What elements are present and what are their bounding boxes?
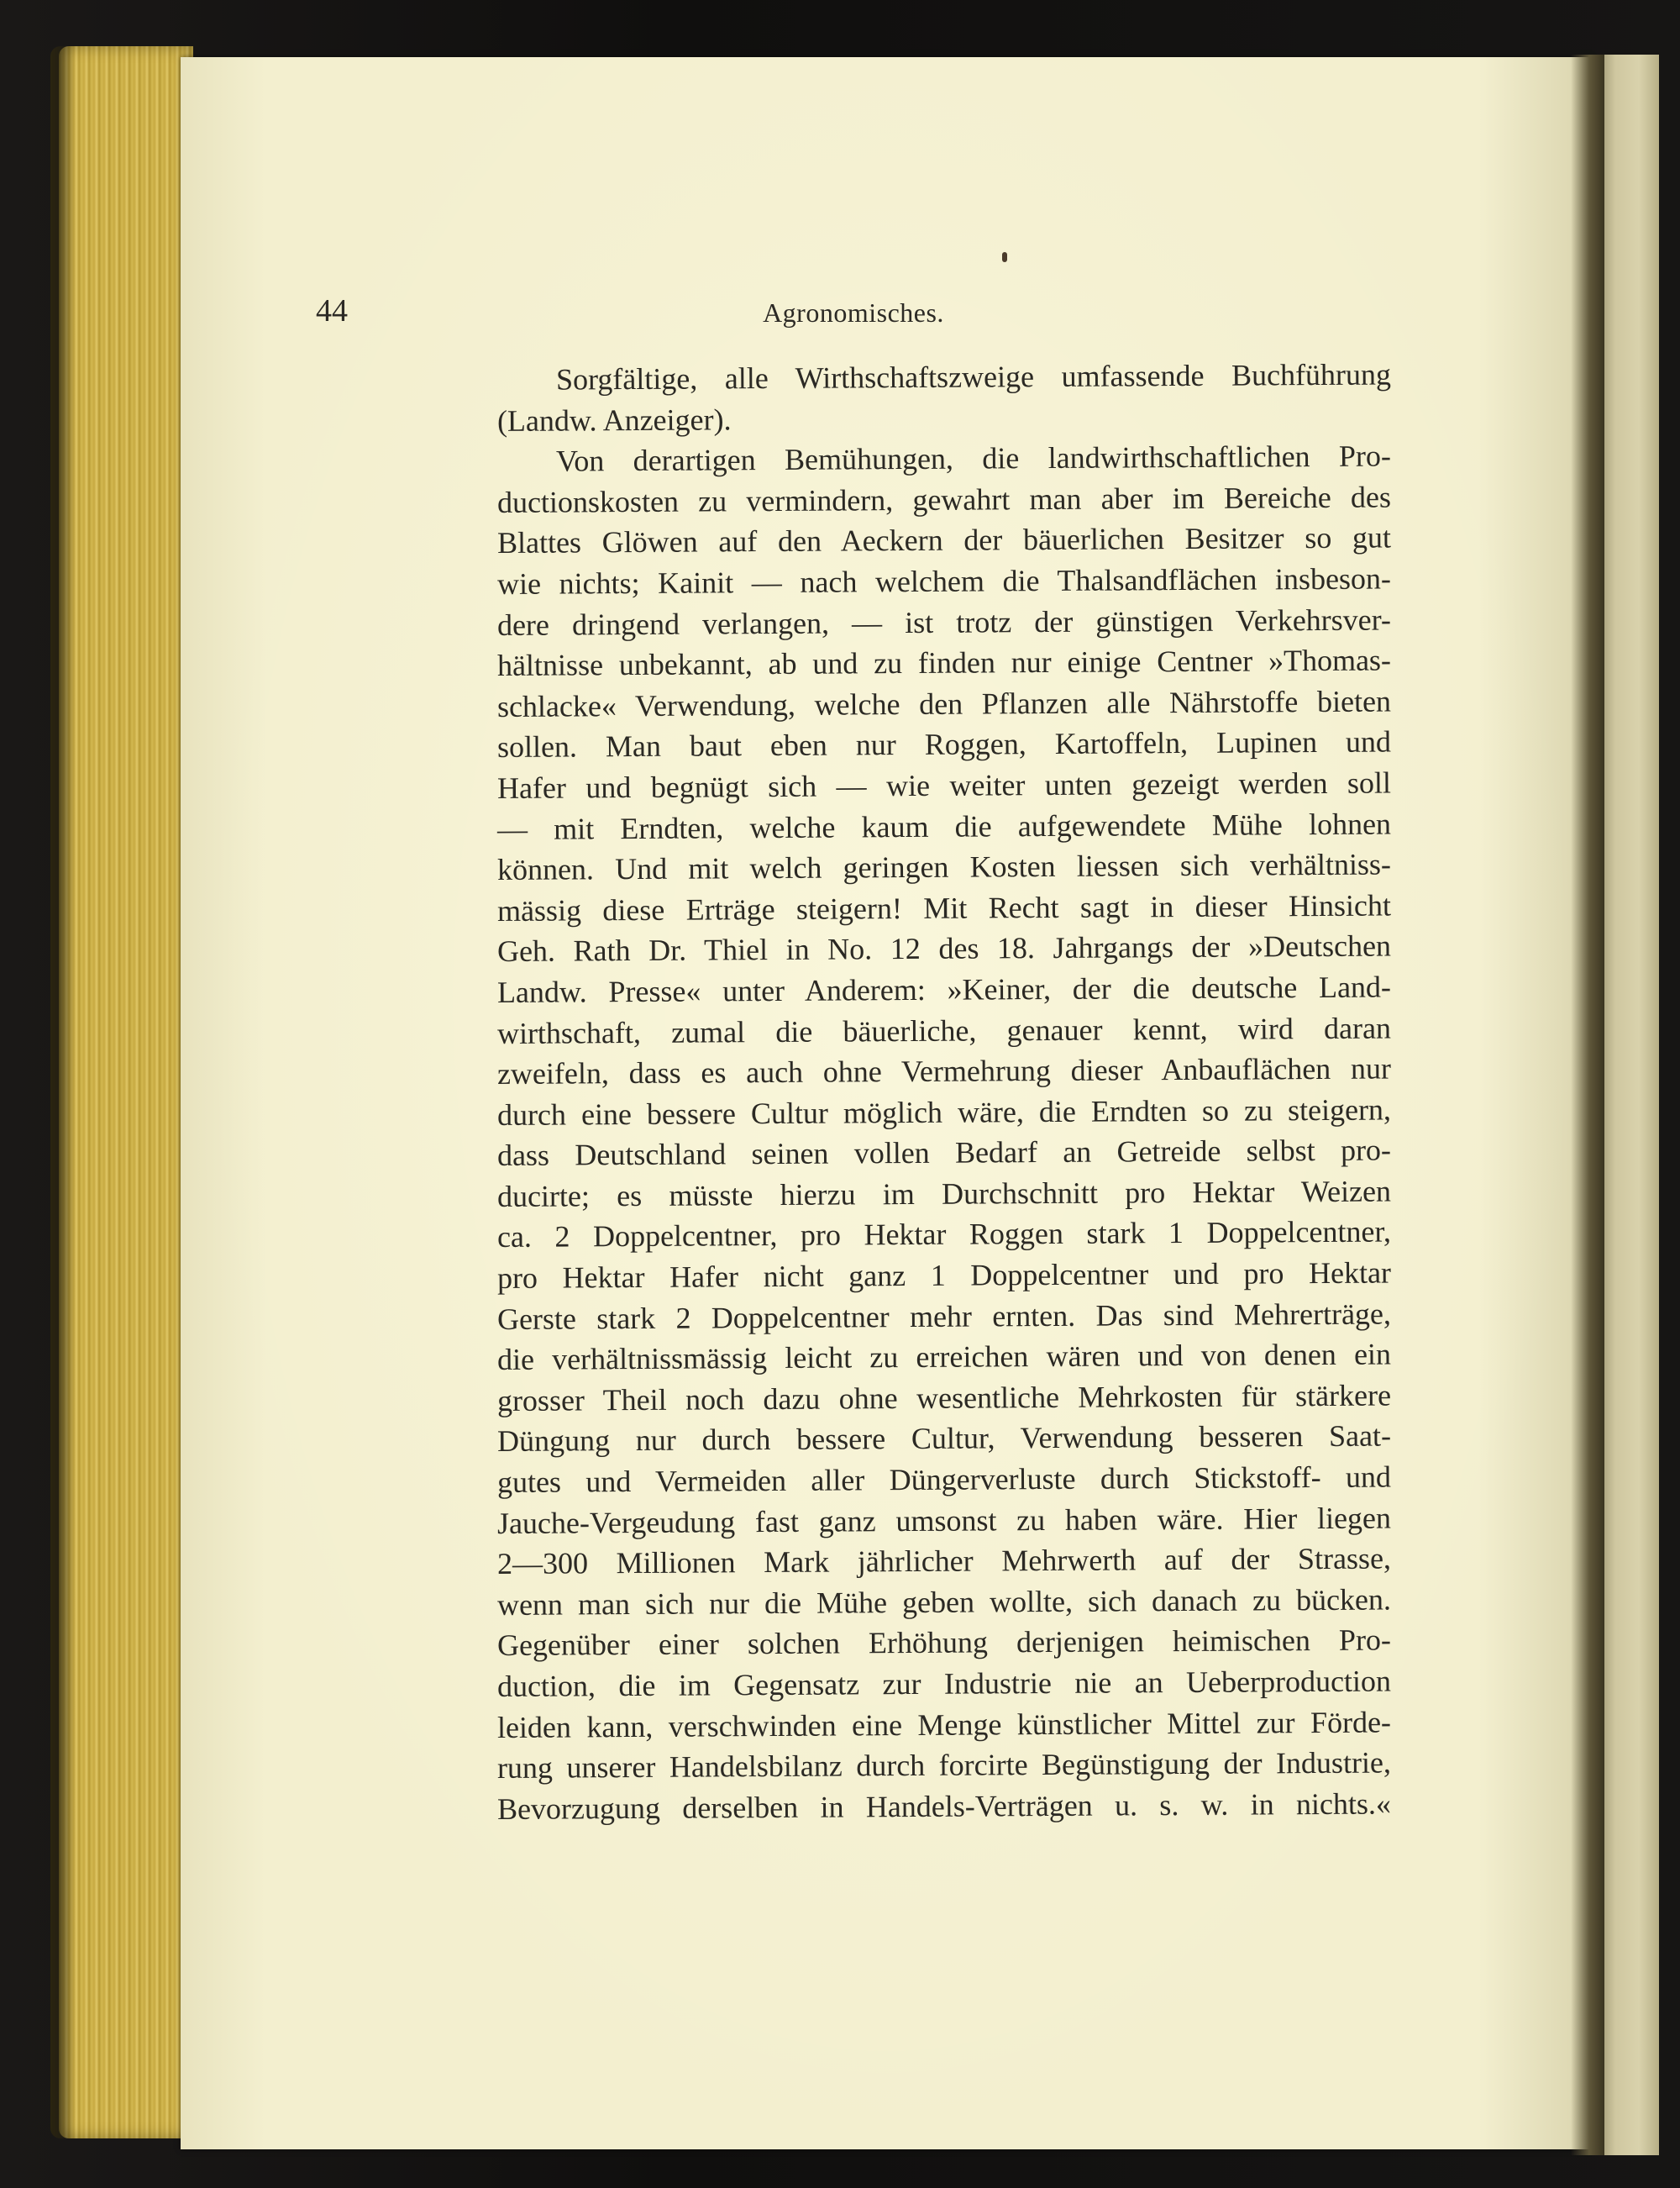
ink-speck [1002,252,1007,262]
text-line: durch eine bessere Cultur möglich wäre, die Erndten so zu steigern, [496,1092,1392,1132]
text-line: hältnisse unbekannt, ab und zu finden nur einige Centner »Thomas- [496,643,1392,683]
text-line: ducirte; es müsste hierzu im Durchschnitt pro Hektar Weizen [496,1174,1392,1213]
text-line: Blattes Glöwen auf den Aeckern der bäuerlichen Besitzer so gut [496,520,1392,560]
text-line: Düngung nur durch bessere Cultur, Verwendung besseren Saat- [496,1418,1392,1459]
text-line: Bevorzugung derselben in Handels-Verträgen u. s. w. in nichts.« [496,1786,1392,1826]
text-line: leiden kann, verschwinden eine Menge künstlicher Mittel zur Förde- [496,1705,1392,1744]
page-edge-shadow [50,46,76,2138]
text-line: Landw. Presse« unter Anderem: »Keiner, der die deutsche Land- [496,970,1392,1009]
text-line: Gegenüber einer solchen Erhöhung derjenigen heimischen Pro- [496,1623,1392,1663]
text-line: 2—300 Millionen Mark jährlicher Mehrwerth auf der Strasse, [496,1541,1392,1581]
text-line: schlacke« Verwendung, welche den Pflanzen alle Nährstoffe bieten [496,684,1392,723]
text-line: dass Deutschland seinen vollen Bedarf an Getreide selbst pro- [496,1133,1392,1173]
page-edges [59,46,193,2138]
text-line: wirthschaft, zumal die bäuerliche, genauer kennt, wird daran [496,1011,1392,1050]
text-line: Hafer und begnügt sich — wie weiter unten gezeigt werden soll [496,765,1392,805]
text-line: mässig diese Erträge steigern! Mit Recht sagt in dieser Hinsicht [496,888,1392,928]
text-line: Geh. Rath Dr. Thiel in No. 12 des 18. Jahrgangs der »Deutschen [496,928,1392,969]
text-line: grosser Theil noch dazu ohne wesentliche Mehrkosten für stärkere [496,1378,1392,1417]
text-line: Von derartigen Bemühungen, die landwirthschaftlichen Pro- [555,439,1392,478]
text-line: dere dringend verlangen, — ist trotz der günstigen Verkehrsver- [496,602,1392,642]
body-text [496,357,1392,1829]
text-line: ca. 2 Doppelcentner, pro Hektar Roggen stark 1 Doppelcentner, [496,1214,1392,1254]
text-line: pro Hektar Hafer nicht ganz 1 Doppelcentner und pro Hektar [496,1255,1392,1296]
text-line: können. Und mit welch geringen Kosten liessen sich verhältniss- [496,847,1392,887]
text-line: rung unserer Handelsbilanz durch forcirte Begünstigung der Industrie, [496,1745,1392,1786]
book-gutter [1571,55,1604,2155]
text-line: wie nichts; Kainit — nach welchem die Thalsandflächen insbeson- [496,561,1392,601]
text-line: ductionskosten zu vermindern, gewahrt man aber im Bereiche des [496,480,1392,519]
text-line: sollen. Man baut eben nur Roggen, Kartoffeln, Lupinen und [496,724,1392,765]
text-line: zweifeln, dass es auch ohne Vermehrung dieser Anbauflächen nur [496,1051,1392,1091]
text-line: gutes und Vermeiden aller Düngerverluste durch Stickstoff- und [496,1460,1392,1500]
text-line: — mit Erndten, welche kaum die aufgewendete Mühe lohnen [496,807,1392,846]
text-line: duction, die im Gegensatz zur Industrie nie an Ueberproduction [496,1664,1392,1703]
text-line: wenn man sich nur die Mühe geben wollte, sich danach zu bücken. [496,1582,1392,1622]
page-number: 44 [316,293,348,329]
text-line: die verhältnissmässig leicht zu erreichen wären und von denen ein [496,1337,1392,1377]
text-line: Jauche-Vergeudung fast ganz umsonst zu haben wäre. Hier liegen [496,1501,1392,1540]
text-line: Sorgfältige, alle Wirthschaftszweige umfassende Buchführung [555,357,1392,397]
running-title: Agronomisches. [763,297,944,328]
running-head [316,290,1391,332]
text-line: (Landw. Anzeiger). [496,402,732,438]
text-line: Gerste stark 2 Doppelcentner mehr ernten. Das sind Mehrerträge, [496,1296,1392,1336]
